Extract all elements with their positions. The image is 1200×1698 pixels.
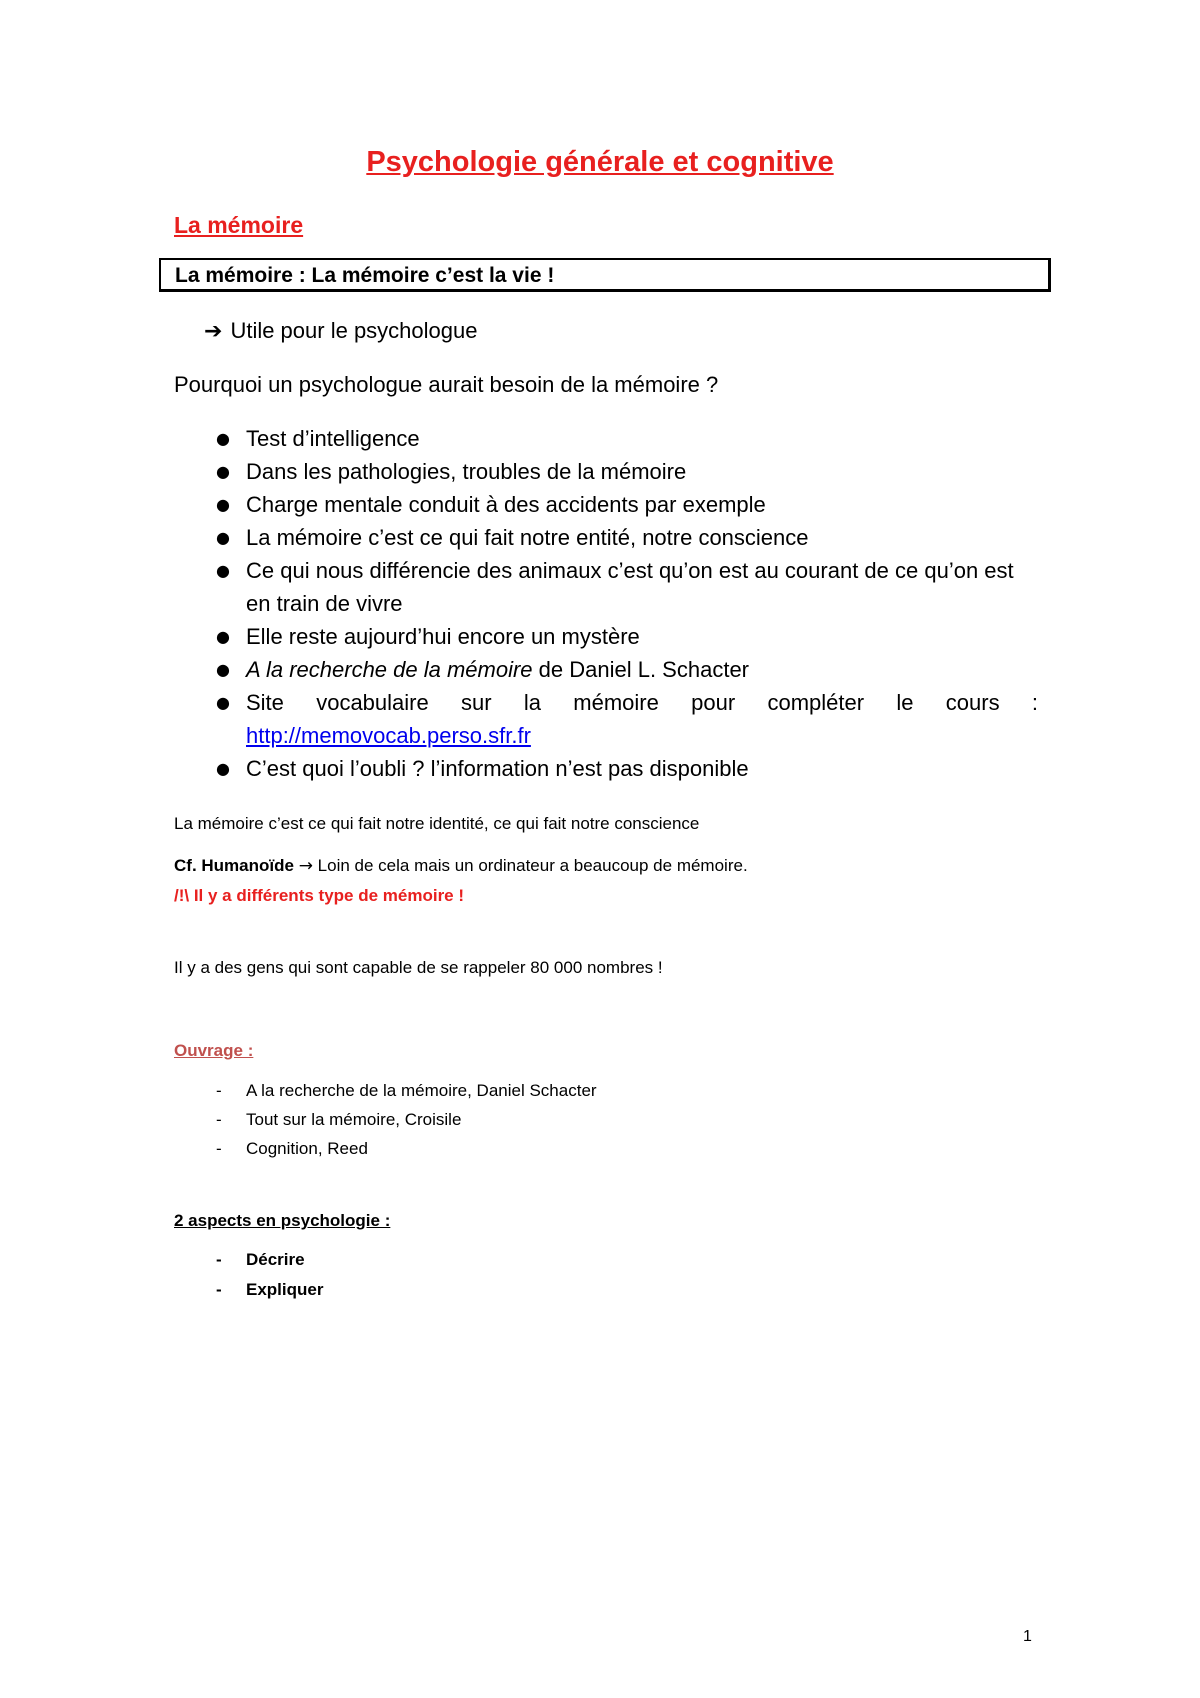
list-item: ● Charge mentale conduit à des accidents par exemple — [174, 488, 1038, 521]
list-item: - A la recherche de la mémoire, Daniel Schacter — [216, 1081, 597, 1100]
arrow-right-icon: ➔ — [204, 319, 223, 344]
bullet-icon: ● — [216, 495, 230, 514]
cf-paragraph — [174, 856, 748, 876]
bullet-icon: ● — [216, 759, 230, 778]
list-item: ● Dans les pathologies, troubles de la mémoire — [174, 455, 1038, 488]
book-title: A la recherche de la mémoire — [246, 657, 533, 682]
list-item: - Tout sur la mémoire, Croisile — [216, 1110, 462, 1129]
list-item: ● Test d’intelligence — [174, 422, 1038, 455]
bullet-icon: ● — [216, 429, 230, 448]
list-item: ● Ce qui nous différencie des animaux c’est qu’on est au courant de ce qu’on est en train de vivre — [174, 554, 1038, 620]
warning-text: /!\ Il y a différents type de mémoire ! — [174, 886, 465, 905]
list-item: - Décrire — [216, 1250, 305, 1269]
list-item: ● La mémoire c’est ce qui fait notre entité, notre conscience — [174, 521, 1038, 554]
bullet-icon: ● — [216, 660, 230, 679]
arrow-point — [204, 318, 477, 344]
cf-label: Cf. Humanoïde — [174, 856, 294, 875]
bullet-list — [174, 422, 1038, 785]
section-title: La mémoire — [174, 212, 304, 238]
list-item: ● Site vocabulaire sur la mémoire pour compléter le cours : http://memovocab.perso.sfr.fr — [174, 686, 1038, 752]
numbers-paragraph: Il y a des gens qui sont capable de se rappeler 80 000 nombres ! — [174, 958, 663, 977]
vocab-site-link[interactable]: http://memovocab.perso.sfr.fr — [246, 723, 531, 748]
bullet-icon: ● — [216, 462, 230, 481]
list-item: - Cognition, Reed — [216, 1139, 368, 1158]
aspects-heading: 2 aspects en psychologie : — [174, 1211, 391, 1230]
document-title: Psychologie générale et cognitive — [366, 146, 834, 178]
bullet-icon: ● — [216, 528, 230, 547]
list-item: ● A la recherche de la mémoire de Daniel L. Schacter — [174, 653, 1038, 686]
list-item: - Expliquer — [216, 1280, 324, 1299]
bullet-icon: ● — [216, 561, 230, 580]
bullet-icon: ● — [216, 627, 230, 646]
bullet-icon: ● — [216, 693, 230, 712]
boxed-heading: La mémoire : La mémoire c’est la vie ! — [159, 258, 1051, 292]
page-number: 1 — [1023, 1628, 1032, 1645]
identity-paragraph: La mémoire c’est ce qui fait notre identité, ce qui fait notre conscience — [174, 814, 700, 833]
question-text: Pourquoi un psychologue aurait besoin de la mémoire ? — [174, 372, 719, 397]
arrow-right-icon: → — [298, 856, 313, 876]
cf-text: Loin de cela mais un ordinateur a beaucoup de mémoire. — [317, 856, 748, 875]
ouvrage-heading: Ouvrage : — [174, 1041, 254, 1060]
list-item: ● C’est quoi l’oubli ? l’information n’est pas disponible — [174, 752, 1038, 785]
list-item: ● Elle reste aujourd’hui encore un mystère — [174, 620, 1038, 653]
arrow-point-text: Utile pour le psychologue — [230, 318, 478, 343]
